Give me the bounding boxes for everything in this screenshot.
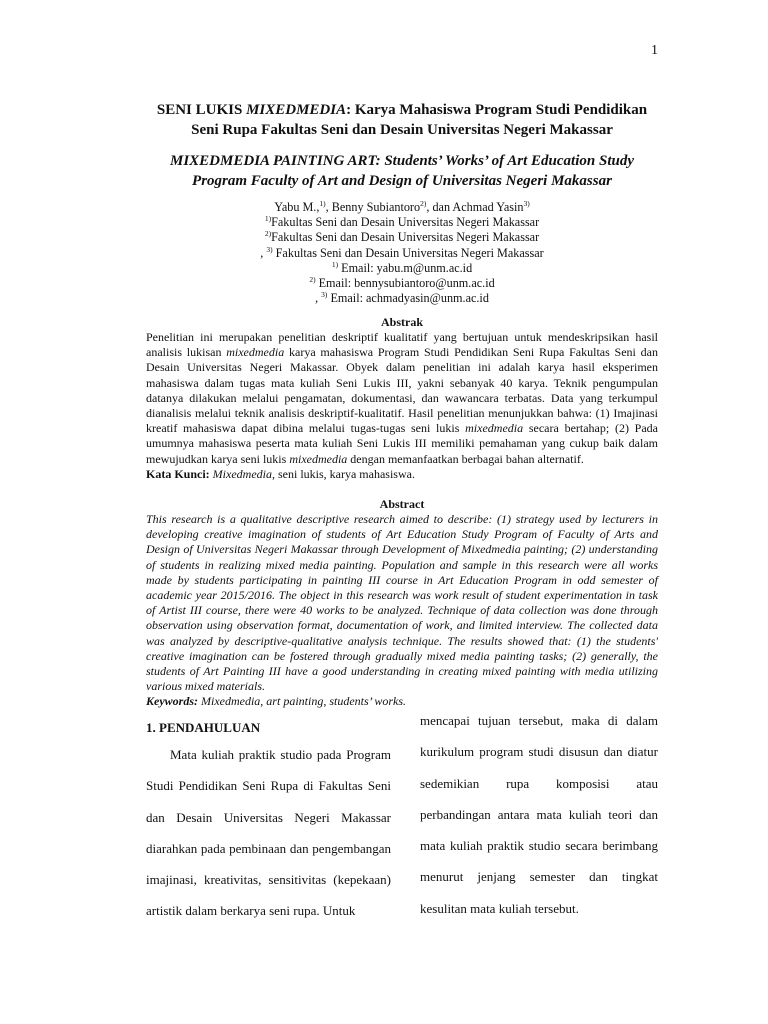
author-2: , Benny Subiantoro <box>325 200 421 214</box>
affiliation-2 <box>146 230 658 245</box>
title-rest: : Karya Mahasiswa Program Studi Pendidikan Seni Rupa Fakultas Seni dan Desain Universitas Negeri Makassar <box>191 102 648 138</box>
author-block <box>146 200 658 306</box>
abstract-text: This research is a qualitative descriptive research aimed to describe: (1) strategy used by lecturers in developing creative imagination of students of Art Education Study Program of Faculty of Arts and Design of Universitas Negeri Makassar through Development of Mixedmedia painting; (2) understanding of students in realizing mixed media painting. Population and sample in this research were all works made by students participating in painting III course in Art Education Program in odd semester of academic year 2015/2016. The object in this research was work result of student experimentation in task of Artist III course, there were 40 works to be analyzed. Technique of data collection was done through observation using observation format, documentation of work, and limited interview. The collected data was analyzed by descriptive-qualitative analysis technique. The results showed that: (1) the students' creative imagination can be fostered through gradually mixed media painting tasks; (2) generally, the students of Art Painting III have a good understanding in creating mixed painting with media utilizing various mixed materials. <box>146 512 658 694</box>
email-2-text: Email: bennysubiantoro@unm.ac.id <box>315 276 495 291</box>
affiliation-3-prefix: , <box>260 245 264 260</box>
author-1-sup: 1) <box>319 198 326 208</box>
author-2-sup: 2) <box>420 198 427 208</box>
intro-paragraph-right: mencapai tujuan tersebut, maka di dalam kurikulum program studi disusun dan diatur sedemikian rupa komposisi atau perbandingan antara mata kuliah teori dan mata kuliah praktik studio secara berimbang menurut jenjang semester dan tingkat kesulitan mata kuliah tersebut. <box>420 713 658 916</box>
abstrak-text-3: secara bertahap; (2) Pada umumnya mahasiswa peserta mata kuliah Seni Lukis III memiliki pemahaman yang cukup baik dalam mewujudkan karya seni lukis <box>146 421 658 466</box>
email-1-sup: 1) <box>331 259 339 269</box>
affiliation-1-sup: 1) <box>264 214 272 224</box>
abstrak-heading: Abstrak <box>380 315 423 329</box>
column-right <box>420 705 658 924</box>
email-1 <box>146 261 658 276</box>
author-names <box>146 200 658 215</box>
abstrak-term-3: mixedmedia <box>289 451 348 466</box>
title-italic: MIXEDMEDIA <box>246 102 347 118</box>
abstrak-body <box>146 330 658 482</box>
title-prefix: SENI LUKIS <box>156 102 247 118</box>
email-3-sup: 3) <box>321 290 328 300</box>
section-heading: 1. PENDAHULUAN <box>146 720 261 735</box>
keywords-text: Mixedmedia, art painting, students’ works. <box>198 694 406 709</box>
affiliation-3-sup: 3) <box>266 244 273 254</box>
abstract-heading: Abstract <box>379 497 425 511</box>
email-3-prefix: , <box>315 291 319 306</box>
kata-kunci <box>146 467 658 482</box>
abstract-body <box>146 512 658 710</box>
paper-title-english: MIXEDMEDIA PAINTING ART: Students’ Works’ of Art Education Study Program Faculty of Art and Design of Universitas Negeri Makassar <box>170 153 634 189</box>
affiliation-1 <box>146 215 658 230</box>
column-left <box>146 717 391 927</box>
intro-paragraph-left: Mata kuliah praktik studio pada Program Studi Pendidikan Seni Rupa di Fakultas Seni dan Desain Universitas Negeri Makassar diarahkan pada pembinaan dan pengembangan imajinasi, kreativitas, sensitivitas (kepekaan) artistik dalam berkarya seni rupa. Untuk <box>146 747 391 919</box>
abstrak-term-2: mixedmedia <box>465 421 524 436</box>
keywords-label: Keywords: <box>146 694 198 709</box>
email-1-text: Email: yabu.m@unm.ac.id <box>338 260 473 275</box>
author-1: Yabu M., <box>274 200 320 214</box>
email-2-sup: 2) <box>309 274 316 284</box>
author-3-sup: 3) <box>523 198 530 208</box>
affiliation-3-text: Fakultas Seni dan Desain Universitas Negeri Makassar <box>272 245 544 260</box>
kata-kunci-label: Kata Kunci: <box>146 466 213 481</box>
email-3 <box>146 291 658 306</box>
abstrak-text-1: Penelitian ini merupakan penelitian deskriptif kualitatif yang bertujuan untuk mendeskripsikan hasil analisis lukisan <box>146 330 658 360</box>
affiliation-2-text: Fakultas Seni dan Desain Universitas Negeri Makassar <box>271 230 540 245</box>
email-3-text: Email: achmadyasin@unm.ac.id <box>327 291 489 306</box>
page-number: 1 <box>651 43 658 58</box>
affiliation-1-text: Fakultas Seni dan Desain Universitas Negeri Makassar <box>271 215 540 230</box>
kata-kunci-term: Mixedmedia <box>212 466 272 481</box>
kata-kunci-rest: , seni lukis, karya mahasiswa. <box>271 466 415 481</box>
abstrak-text-2: karya mahasiswa Program Studi Pendidikan Seni Rupa Fakultas Seni dan Desain Universitas Negeri Makassar. Obyek dalam penelitian ini adalah karya hasil eksperimen mahasiswa dalam tugas mata kuliah Seni Lukis III, yakni sebanyak 40 karya. Teknik pengumpulan datanya dilakukan melalui pengamatan, dokumentasi, dan wawancara terbatas. Data yang terkumpul dianalisis melalui teknik analisis deskriptif-kualitatif. Hasil penelitian menunjukkan bahwa: (1) Imajinasi kreatif mahasiswa dapat dibina melalui tugas-tugas seni lukis <box>146 345 658 436</box>
affiliation-3 <box>146 246 658 261</box>
paper-title-indonesian <box>146 100 658 140</box>
author-3: , dan Achmad Yasin <box>426 200 524 214</box>
email-2 <box>146 276 658 291</box>
affiliation-2-sup: 2) <box>264 229 272 239</box>
abstrak-text-4: dengan memanfaatkan berbagai bahan alternatif. <box>347 451 584 466</box>
abstrak-term-1: mixedmedia <box>226 345 285 360</box>
